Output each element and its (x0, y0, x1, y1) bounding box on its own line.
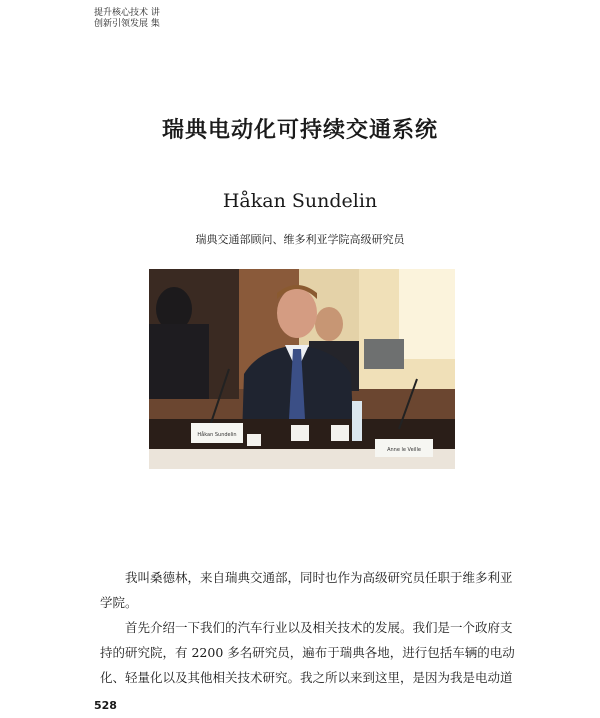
series-header-line-2: 创新引领发展 集 (94, 19, 160, 29)
nameplate-left-text: Håkan Sundelin (197, 432, 237, 438)
page-number: 528 (94, 699, 117, 712)
nameplate-left (191, 423, 243, 443)
paragraph-2: 首先介绍一下我们的汽车行业以及相关技术的发展。我们是一个政府支持的研究院，有 2200 多名研究员，遍布于瑞典各地，进行包括车辆的电动化、轻量化以及其他相关技术研究。我之所以来到这里，是因为我是电动道 (100, 620, 515, 685)
author-name: Håkan Sundelin (222, 190, 378, 212)
series-header (94, 8, 160, 30)
author-affiliation: 瑞典交通部顾问、维多利亚学院高级研究员 (195, 233, 405, 246)
series-header-line-1: 提升核心技术 讲 (94, 8, 160, 18)
nameplate-right-text: Anne le Veille (387, 447, 421, 453)
article-body (100, 565, 520, 690)
speaker-photo (149, 269, 455, 469)
nameplate-right (375, 439, 433, 457)
speaker-photo-illustration (149, 269, 455, 469)
paragraph-1: 我叫桑德林，来自瑞典交通部，同时也作为高级研究员任职于维多利亚学院。 (100, 570, 513, 610)
article-title: 瑞典电动化可持续交通系统 (161, 118, 438, 143)
